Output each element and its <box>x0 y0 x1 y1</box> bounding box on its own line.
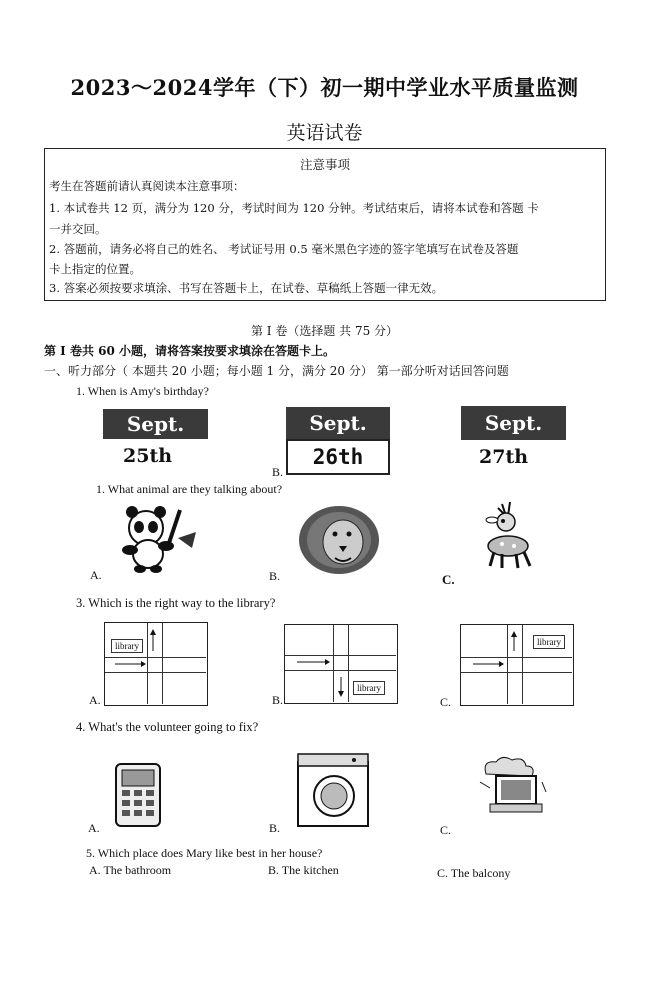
map-option-a <box>104 622 208 706</box>
deer-picture <box>472 500 544 570</box>
part-heading: 第 I 卷（选择题 共 75 分） <box>250 324 399 338</box>
calendar-day: 26th <box>312 445 364 469</box>
notice-intro: 考生在答题前请认真阅读本注意事项： <box>49 179 245 193</box>
question-1: 1. When is Amy's birthday? <box>76 384 209 398</box>
option-label: A. <box>88 821 100 835</box>
option-label: B. <box>272 465 284 479</box>
phone-picture <box>114 762 162 828</box>
question-3: 3. Which is the right way to the library? <box>76 596 276 610</box>
option-5a: A. The bathroom <box>89 863 172 877</box>
option-5c: C. The balcony <box>437 866 511 880</box>
notice-item: 3. 答案必须按要求填涂、书写在答题卡上，在试卷、草稿纸上答题一律无效。 <box>49 281 444 295</box>
panda-picture <box>108 502 200 574</box>
option-1c <box>461 406 566 468</box>
map-option-c <box>460 624 574 706</box>
listening-section-heading: 一、听力部分（ 本题共 20 小题；每小题 1 分，满分 20 分） 第一部分听对话回答问题 <box>44 364 509 378</box>
notice-item: 一并交回。 <box>49 222 107 236</box>
calendar-month: Sept. <box>461 406 566 440</box>
exam-subtitle: 英语试卷 <box>286 122 363 144</box>
option-5b: B. The kitchen <box>268 863 339 877</box>
question-4: 4. What's the volunteer going to fix? <box>76 720 259 734</box>
option-label: C. <box>440 823 452 837</box>
calendar-month: Sept. <box>286 407 390 439</box>
calendar-day: 27th <box>479 446 529 468</box>
option-1b <box>286 407 390 475</box>
notice-heading: 注意事项 <box>299 157 350 172</box>
lion-picture <box>295 504 383 576</box>
notice-item: 卡上指定的位置。 <box>49 262 141 276</box>
option-label: C. <box>440 695 452 709</box>
library-label: library <box>353 681 385 695</box>
part-instruction: 第 I 卷共 60 小题，请将答案按要求填涂在答题卡上。 <box>44 344 336 358</box>
question-2: 1. What animal are they talking about? <box>96 482 283 496</box>
notice-item: 1. 本试卷共 12 页，满分为 120 分，考试时间为 120 分钟。考试结束后，请将本试卷和答题 卡 <box>49 201 539 215</box>
option-label: A. <box>90 568 102 582</box>
option-label: B. <box>269 569 281 583</box>
map-option-b <box>284 624 398 704</box>
exam-title: 2023〜2024学年（下）初一期中学业水平质量监测 <box>70 75 579 100</box>
notice-item: 2. 答题前，请务必将自己的姓名、 考试证号用 0.5 毫米黑色字迹的签字笔填写在试卷及答题 <box>49 242 519 256</box>
library-label: library <box>533 635 565 649</box>
option-label: C. <box>442 572 455 587</box>
washing-machine-picture <box>294 750 374 828</box>
question-5: 5. Which place does Mary like best in her house? <box>86 846 323 860</box>
option-label: B. <box>272 693 284 707</box>
calendar-month: Sept. <box>103 409 208 439</box>
option-1a <box>103 409 208 467</box>
library-label: library <box>111 639 143 653</box>
computer-picture <box>476 752 548 818</box>
option-label: B. <box>269 821 281 835</box>
option-label: A. <box>89 693 101 707</box>
calendar-day: 25th <box>123 445 173 467</box>
notice-box <box>44 148 606 301</box>
